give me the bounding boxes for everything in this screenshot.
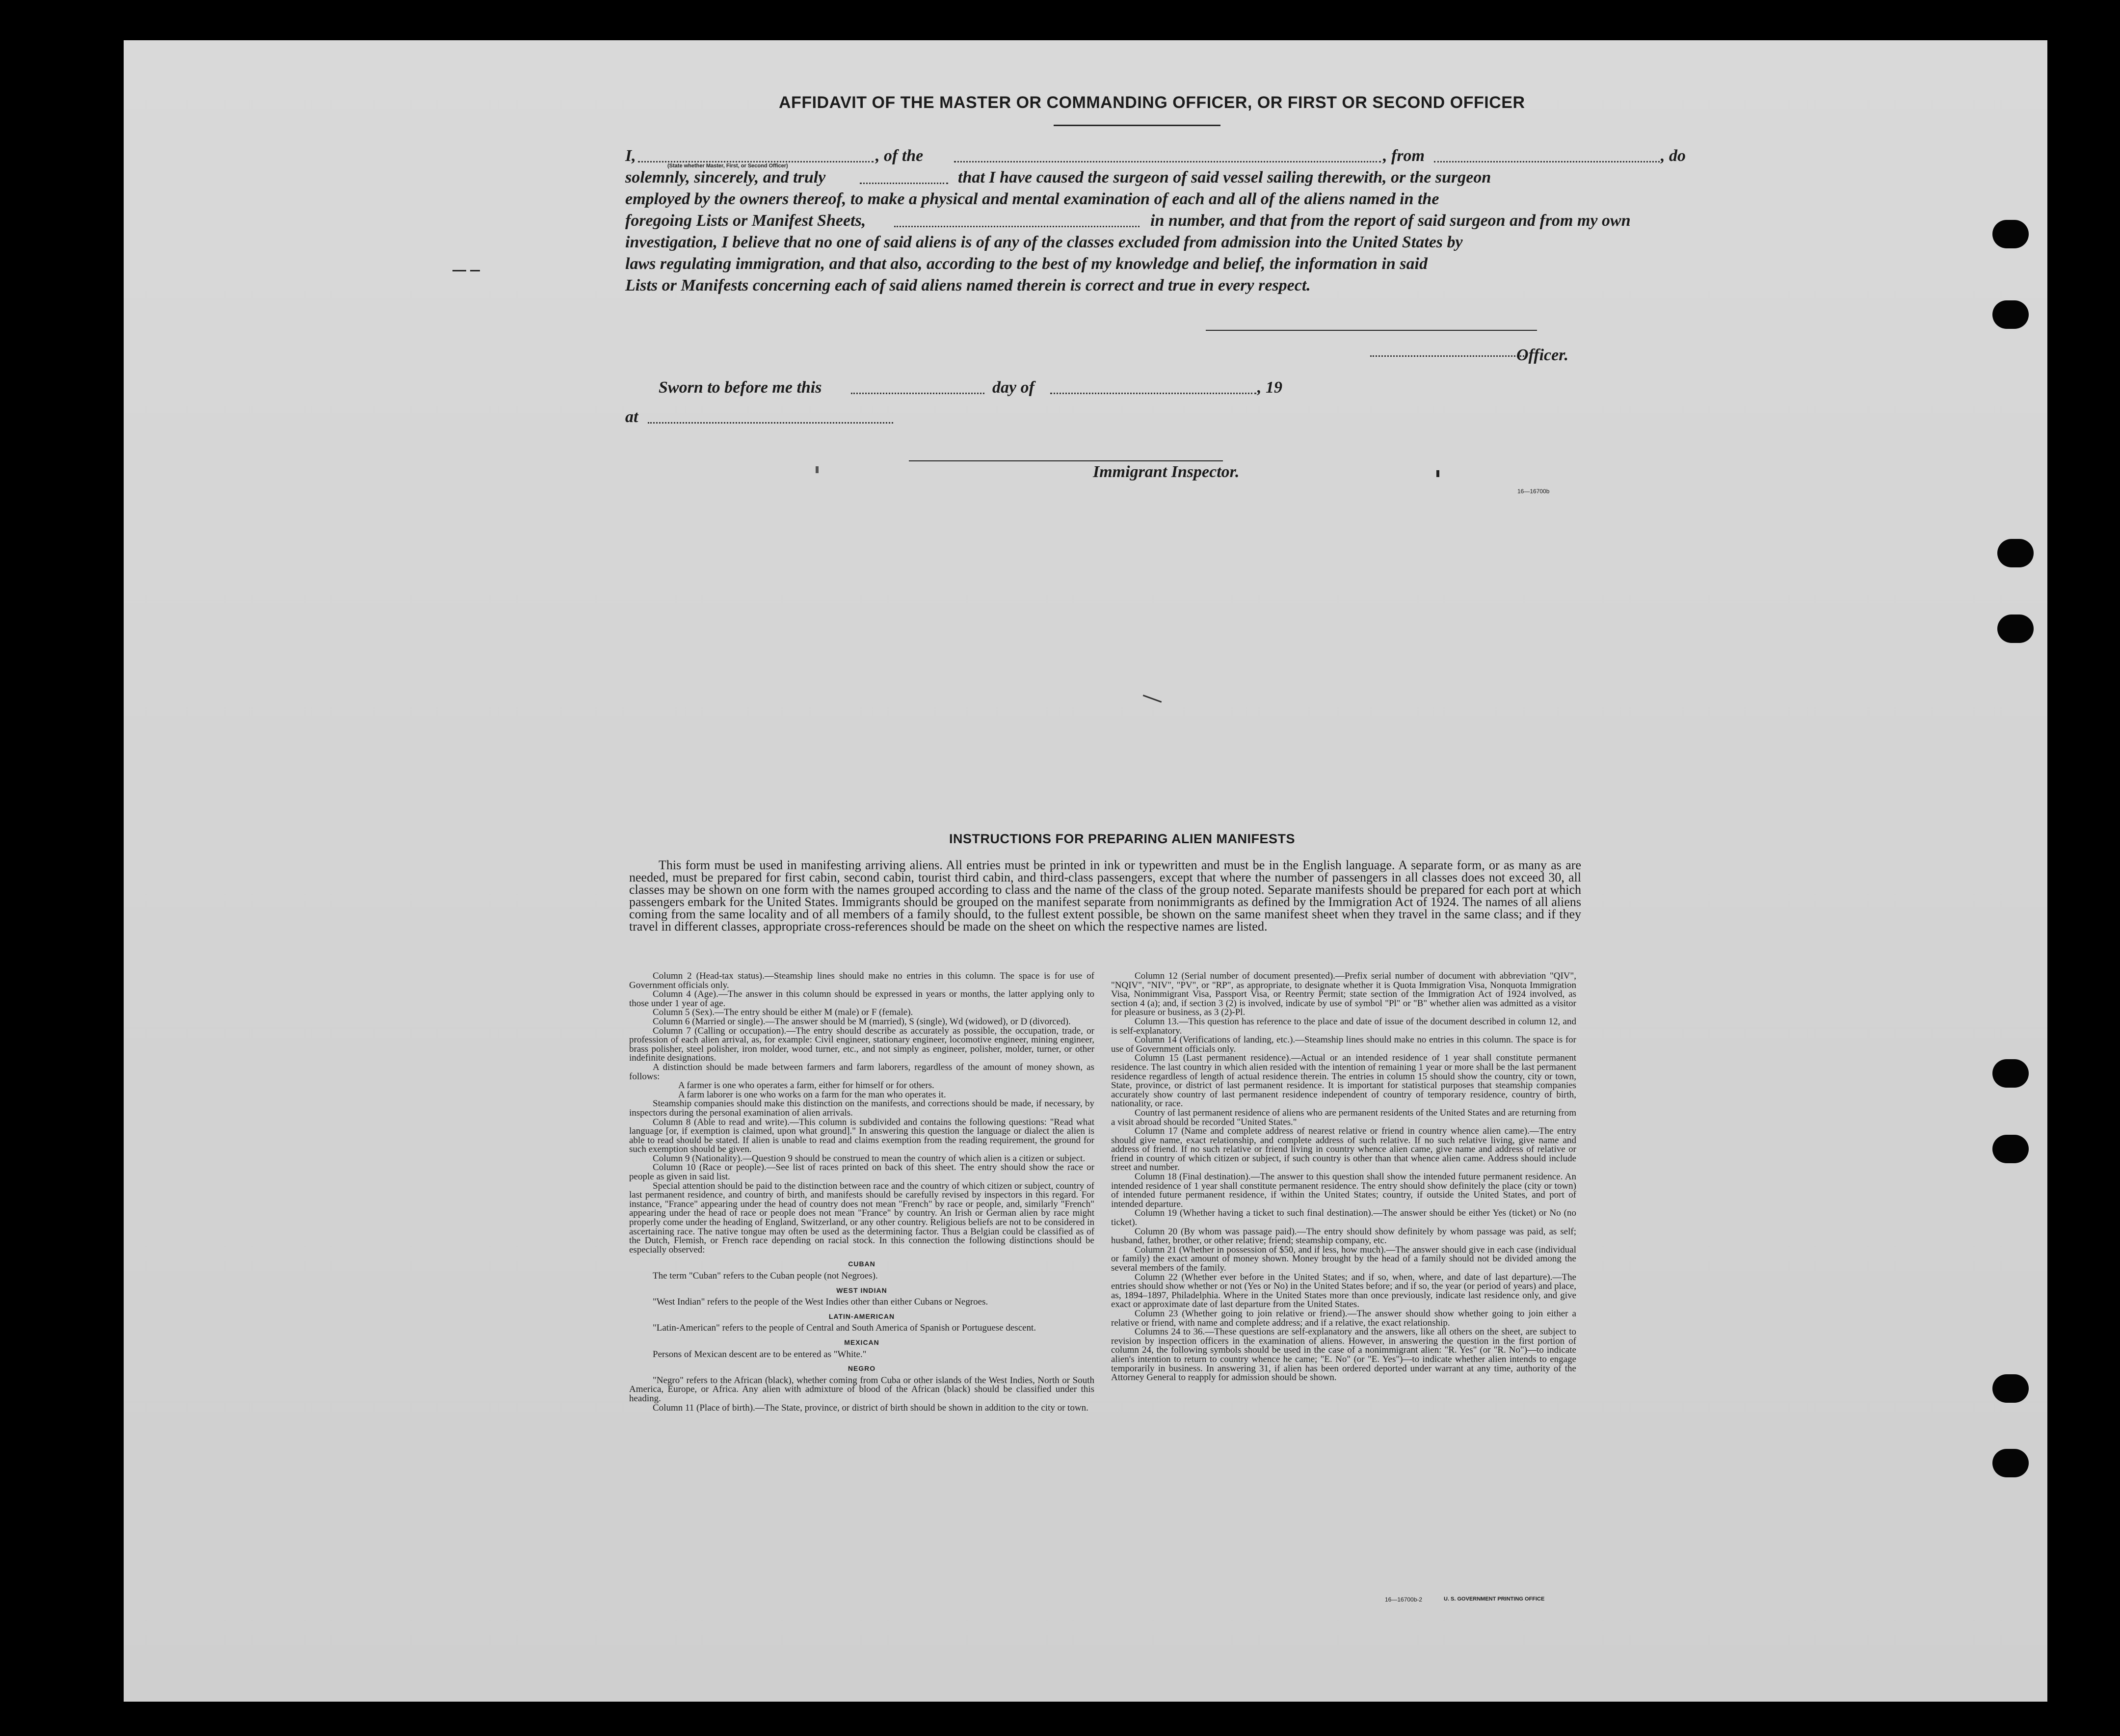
- col24-36-text: Columns 24 to 36.—These questions are self-explanatory and the answers, like all others on the sheet, are subject to revision by inspection officers in the examination of aliens. However, in answering the question in the first portion of column 24, the following symbols should be used in the case of a nonimmigrant alien: "R. Yes" (or "R. No")—to indicate alien's intention to return to country whence he came; "E. No" (or "E. Yes")—to indicate whether alien intends to engage temporarily in business. In answering 31, if alien has been ordered deported under warrant at any time, authority of the Attorney General to reapply for admission should be shown.: [1111, 1327, 1576, 1383]
- col17-text: Column 17 (Name and complete address of nearest relative or friend in country whence alien came).—The entry should give name, exact relationship, and complete address of such relative. If no such relative living, give name and address of friend. If no such relative or friend living in country whence alien came, give name and address of relative or friend in country of which citizen or subject, if such country is other than that whence alien came. Address should include street and number.: [1111, 1126, 1576, 1173]
- cuban-text: The term "Cuban" refers to the Cuban people (not Negroes).: [653, 1271, 878, 1281]
- state-note: (State whether Master, First, or Second Officer): [667, 163, 788, 169]
- i-label: I,: [625, 147, 636, 165]
- footer-form-code: 16—16700b-2: [1385, 1596, 1423, 1603]
- farm-laborer-def: A farm laborer is one who works on a farm for the man who operates it.: [678, 1089, 946, 1100]
- punch-hole: [1997, 539, 2034, 567]
- vessel-blank[interactable]: [954, 161, 1381, 162]
- line3: employed by the owners thereof, to make a physical and mental examination of each and all of the aliens named in the: [625, 190, 1439, 208]
- officer-name-blank[interactable]: [638, 161, 874, 162]
- col5-text: Column 5 (Sex).—The entry should be either M (male) or F (female).: [653, 1007, 913, 1018]
- line2b: that I have caused the surgeon of said vessel sailing therewith, or the surgeon: [958, 168, 1491, 187]
- day-of-label: day of: [992, 378, 1034, 397]
- latin-american-text: "Latin-American" refers to the people of Central and South America of Spanish or Portuguese descent.: [653, 1323, 1036, 1334]
- col6-text: Column 6 (Married or single).—The answer should be M (married), S (single), Wd (widowed), or D (divorced).: [653, 1016, 1071, 1027]
- officer-label: Officer.: [1516, 346, 1569, 364]
- steamship-distinction: Steamship companies should make this distinction on the manifests, and corrections should be made, if necessary, by inspectors during the personal examination of alien arrivals.: [629, 1098, 1094, 1118]
- race-attention-text: Special attention should be paid to the distinction between race and the country of which citizen or subject, country of last permanent residence, and country of birth, and manifests should be carefully revised by inspectors in this regard. For instance, "France" appearing under the head of country does not mean "French" by race or people, and, similarly "French" appearing under the head of race or people does not mean "France" by country. An Irish or German alien by race might properly come under the heading of England, Switzerland, or any other country. Religious beliefs are not to be considered in ascertaining race. The native tongue may often be used as the determining factor. Thus a Belgian could be classified as of the Dutch, Flemish, or French race depending on racial stock. In this connection the following distinctions should be especially observed:: [629, 1180, 1094, 1255]
- signature-line[interactable]: [1206, 330, 1537, 331]
- place-blank[interactable]: [648, 422, 893, 424]
- line2a: solemnly, sincerely, and truly: [625, 168, 826, 187]
- affidavit-form-code: 16—16700b: [1517, 488, 1550, 495]
- number-blank[interactable]: [894, 226, 1140, 227]
- latin-american-heading: LATIN-AMERICAN: [828, 1312, 895, 1320]
- stray-mark: [452, 270, 466, 271]
- col13-text: Column 13.—This question has reference to the place and date of issue of the document described in column 12, and is self-explanatory.: [1111, 1016, 1576, 1036]
- punch-hole: [1992, 1449, 2029, 1477]
- us-residence-text: Country of last permanent residence of aliens who are permanent residents of the United States and are returning from a visit abroad should be recorded "United States.": [1111, 1107, 1576, 1127]
- sworn-day-blank[interactable]: [851, 393, 984, 394]
- instructions-title: INSTRUCTIONS FOR PREPARING ALIEN MANIFESTS: [949, 831, 1296, 846]
- year-label: , 19: [1257, 378, 1282, 397]
- left-column: [629, 972, 1094, 1413]
- officer-blank[interactable]: [1370, 355, 1527, 357]
- col23-text: Column 23 (Whether going to join relative or friend).—The answer should show whether going to join either a relative or friend, with name and complete address; and if a relative, the exact relationship.: [1111, 1308, 1576, 1328]
- at-label: at: [625, 408, 638, 426]
- col22-text: Column 22 (Whether ever before in the United States; and if so, when, where, and date of last departure).—The entries should show whether or not (Yes or No) in the United States before; and if so, the year (or period of years) and place, as, 1894–1897, Philadelphia. Where in the United States more than once previously, indicate last residence only, and give exact or approximate date of last departure from the United States.: [1111, 1272, 1576, 1310]
- col7-text: Column 7 (Calling or occupation).—The entry should describe as accurately as possible, the occupation, trade, or profession of each alien arrival, as, for example: Civil engineer, stationary engineer, locomotive engineer, mining engineer, brass polisher, steel polisher, iron molder, wood turner, etc., and not simply as engineer, polisher, molder, turner, or other indefinite designations.: [629, 1025, 1094, 1064]
- punch-hole: [1997, 614, 2034, 643]
- speck: [1436, 470, 1439, 477]
- punch-hole: [1992, 1059, 2029, 1088]
- stray-mark: [1143, 694, 1162, 703]
- col20-text: Column 20 (By whom was passage paid).—The entry should show definitely by whom passage was paid, as self; husband, father, brother, or other relative; friend; steamship company, etc.: [1111, 1226, 1576, 1246]
- punch-hole: [1992, 1135, 2029, 1163]
- farmer-distinction: A distinction should be made between farmers and farm laborers, regardless of the amount of money shown, as follows:: [629, 1062, 1094, 1082]
- negro-heading: NEGRO: [848, 1364, 876, 1373]
- from-label: , from: [1383, 147, 1425, 165]
- punch-hole: [1992, 1374, 2029, 1403]
- col12-text: Column 12 (Serial number of document presented).—Prefix serial number of document with abbreviation "QIV", "NQIV", "NIV", "PV", or "RP", as appropriate, to designate whether it is Quota Immigration Visa, Nonquota Immigration Visa, Nonimmigrant Visa, Passport Visa, or Reentry Permit; state section of the Immigration Act of 1924 involved, as section 4 (a); and, if section 3 (2) is involved, indicate by use of symbol "Pl" or "B" whether alien was admitted as a visitor for pleasure or business, as 3 (2)-Pl.: [1111, 971, 1576, 1018]
- col18-text: Column 18 (Final destination).—The answer to this question shall show the intended future permanent residence. An intended residence of 1 year shall constitute permanent residence. The entry should show definitely the place (city or town) of intended future permanent residence, if within the United States; country, if outside the United States, and port of intended departure.: [1111, 1172, 1576, 1209]
- col14-text: Column 14 (Verifications of landing, etc.).—Steamship lines should make no entries in this column. The space is for use of Government officials only.: [1111, 1035, 1576, 1054]
- from-blank[interactable]: [1434, 161, 1660, 162]
- col15-text: Column 15 (Last permanent residence).—Actual or an intended residence of 1 year shall constitute permanent residence. The last country in which alien resided with the intention of remaining 1 year or more shall be the last permanent residence regardless of length of actual residence therein. The entries in column 15 should show the country, city or town, State, province, or district of last permanent residence. It is important for statistical purposes that steamship companies accurately show country of last permanent residence independent of country of temporary residence, country of birth, nationality, or race.: [1111, 1053, 1576, 1109]
- col8-text: Column 8 (Able to read and write).—This column is subdivided and contains the following questions: "Read what language [or, if exemption is claimed, upon what ground]." In answering this question the language or dialect the alien is able to read should be stated. If alien is unable to read and claims exemption from the reading requirement, the ground for such exemption should be given.: [629, 1117, 1094, 1155]
- col2-text: Column 2 (Head-tax status).—Steamship lines should make no entries in this column. The space is for use of Government officials only.: [629, 971, 1094, 990]
- negro-text: "Negro" refers to the African (black), whether coming from Cuba or other islands of the West Indies, North or South America, Europe, or Africa. Any alien with admixture of blood of the African (black) should be classified under this heading.: [629, 1375, 1094, 1404]
- mexican-heading: MEXICAN: [844, 1338, 879, 1346]
- solemnly-blank[interactable]: [860, 183, 948, 184]
- line7: Lists or Manifests concerning each of said aliens named therein is correct and true in every respect.: [625, 276, 1311, 294]
- affidavit-title: AFFIDAVIT OF THE MASTER OR COMMANDING OFFICER, OR FIRST OR SECOND OFFICER: [779, 93, 1525, 112]
- punch-hole: [1992, 300, 2029, 329]
- do-label: , do: [1661, 147, 1686, 165]
- month-blank[interactable]: [1050, 393, 1256, 394]
- mexican-text: Persons of Mexican descent are to be entered as "White.": [653, 1349, 867, 1360]
- line4a: foregoing Lists or Manifest Sheets,: [625, 212, 866, 230]
- farmer-def: A farmer is one who operates a farm, either for himself or for others.: [678, 1080, 934, 1091]
- col10-text: Column 10 (Race or people).—See list of races printed on back of this sheet. The entry should show the race or people as given in said list.: [629, 1162, 1094, 1182]
- col21-text: Column 21 (Whether in possession of $50, and if less, how much).—The answer should give in each case (individual or family) the exact amount of money shown. Money brought by the head of a family should not be divided among the several members of the family.: [1111, 1244, 1576, 1273]
- col9-text: Column 9 (Nationality).—Question 9 should be construed to mean the country of which alien is a citizen or subject.: [653, 1153, 1086, 1164]
- line4b: in number, and that from the report of said surgeon and from my own: [1150, 212, 1631, 230]
- punch-hole: [1992, 220, 2029, 248]
- sworn-label: Sworn to before me this: [659, 378, 822, 397]
- col19-text: Column 19 (Whether having a ticket to such final destination).—The answer should be either Yes (ticket) or No (no ticket).: [1111, 1208, 1576, 1228]
- col4-text: Column 4 (Age).—The answer in this column should be expressed in years or months, the latter applying only to those under 1 year of age.: [629, 989, 1094, 1009]
- right-column: [1111, 972, 1576, 1383]
- title-underline: [1054, 125, 1220, 126]
- line5: investigation, I believe that no one of said aliens is of any of the classes excluded from admission into the United States by: [625, 233, 1463, 251]
- col11-text: Column 11 (Place of birth).—The State, province, or district of birth should be shown in addition to the city or town.: [653, 1402, 1088, 1413]
- speck: [816, 466, 819, 473]
- stray-mark: [470, 270, 480, 271]
- of-the-label: , of the: [875, 147, 924, 165]
- manifest-sheet: [124, 40, 2047, 1702]
- west-indian-heading: WEST INDIAN: [836, 1286, 887, 1294]
- inspector-label: Immigrant Inspector.: [1093, 463, 1240, 481]
- cuban-heading: CUBAN: [848, 1260, 875, 1268]
- west-indian-text: "West Indian" refers to the people of the West Indies other than either Cubans or Negroes.: [653, 1297, 988, 1308]
- line6: laws regulating immigration, and that also, according to the best of my knowledge and belief, the information in said: [625, 255, 1428, 273]
- footer-printing-office: U. S. GOVERNMENT PRINTING OFFICE: [1444, 1596, 1545, 1602]
- instructions-intro: This form must be used in manifesting arriving aliens. All entries must be printed in ink or typewritten and must be in the English language. A separate form, or as many as are needed, must be prepared for first cabin, second cabin, tourist third cabin, and third-class passengers, except that where the number of passengers in all classes does not exceed 30, all classes may be shown on one form with the names grouped according to class and the name of the class of the group noted. Separate manifests should be prepared for each port at which passengers embark for the United States. Immigrants should be grouped on the manifest separate from nonimmigrants as defined by the Immigration Act of 1924. The names of all aliens coming from the same locality and of all members of a family should, to the fullest extent possible, be shown on the same manifest sheet when they travel in the same class; and if they travel in different classes, appropriate cross-references should be made on the sheet on which the respective names are listed.: [629, 858, 1581, 934]
